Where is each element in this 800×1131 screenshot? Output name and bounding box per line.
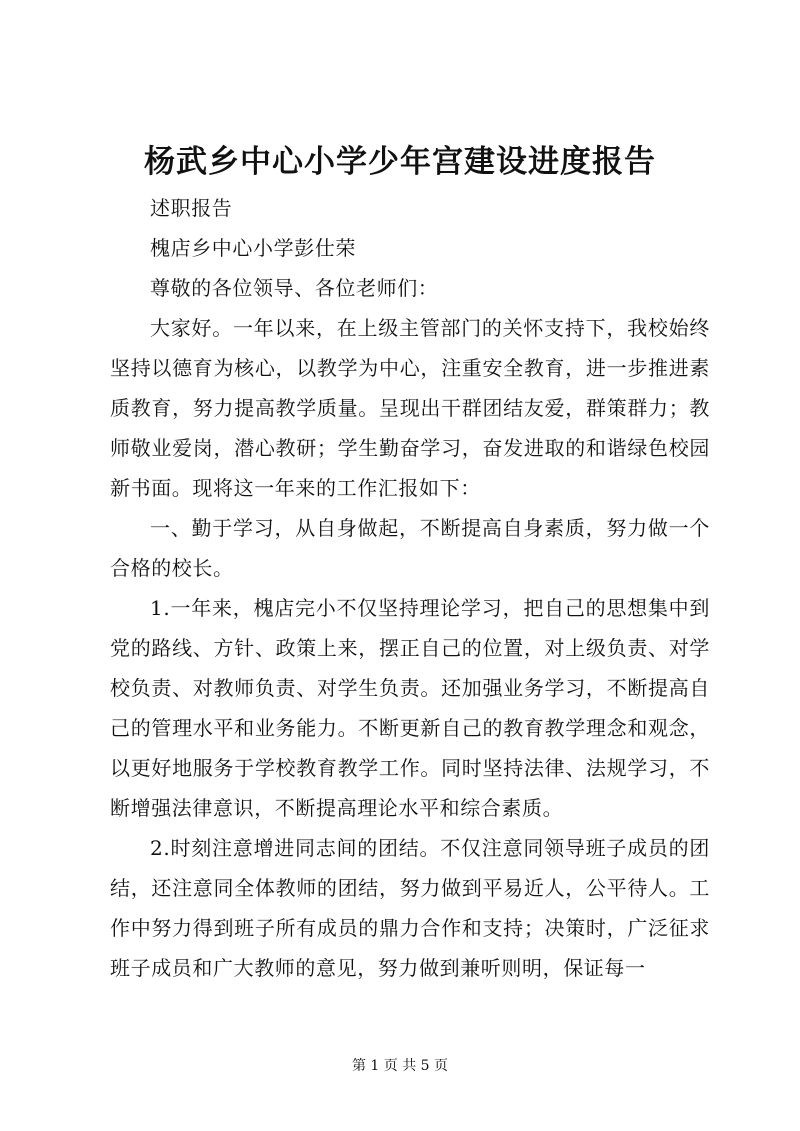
- document-body: [110, 188, 710, 988]
- paragraph-item-2: 2.时刻注意增进同志间的团结。不仅注意同领导班子成员的团结，还注意同全体教师的团结，努力做到平易近人，公平待人。工作中努力得到班子所有成员的鼎力合作和支持；决策时，广泛征求班子成员和广大教师的意见，努力做到兼听则明，保证每一: [110, 836, 710, 980]
- document-title: 杨武乡中心小学少年宫建设进度报告: [144, 144, 656, 180]
- paragraph-salutation: 尊敬的各位领导、各位老师们：: [150, 276, 439, 300]
- paragraph-intro: 大家好。一年以来，在上级主管部门的关怀支持下，我校始终坚持以德育为核心，以教学为中心，注重安全教育，进一步推进素质教育，努力提高教学质量。呈现出干群团结友爱，群策群力；教师敬业爱岗，潜心教研；学生勤奋学习，奋发进取的和谐绿色校园新书面。现将这一年来的工作汇报如下：: [110, 316, 710, 500]
- paragraph-author: 槐店乡中心小学彭仕荣: [150, 236, 356, 260]
- page-footer: 第 1 页 共 5 页: [351, 1058, 449, 1074]
- paragraph-section-heading: 一、勤于学习，从自身做起，不断提高自身素质，努力做一个合格的校长。: [110, 516, 710, 580]
- paragraph-report-type: 述职报告: [150, 196, 233, 220]
- paragraph-item-1: 1.一年来，槐店完小不仅坚持理论学习，把自己的思想集中到党的路线、方针、政策上来，摆正自己的位置，对上级负责、对学校负责、对教师负责、对学生负责。还加强业务学习，不断提高自己的管理水平和业务能力。不断更新自己的教育教学理念和观念，以更好地服务于学校教育教学工作。同时坚持法律、法规学习，不断增强法律意识，不断提高理论水平和综合素质。: [110, 596, 710, 820]
